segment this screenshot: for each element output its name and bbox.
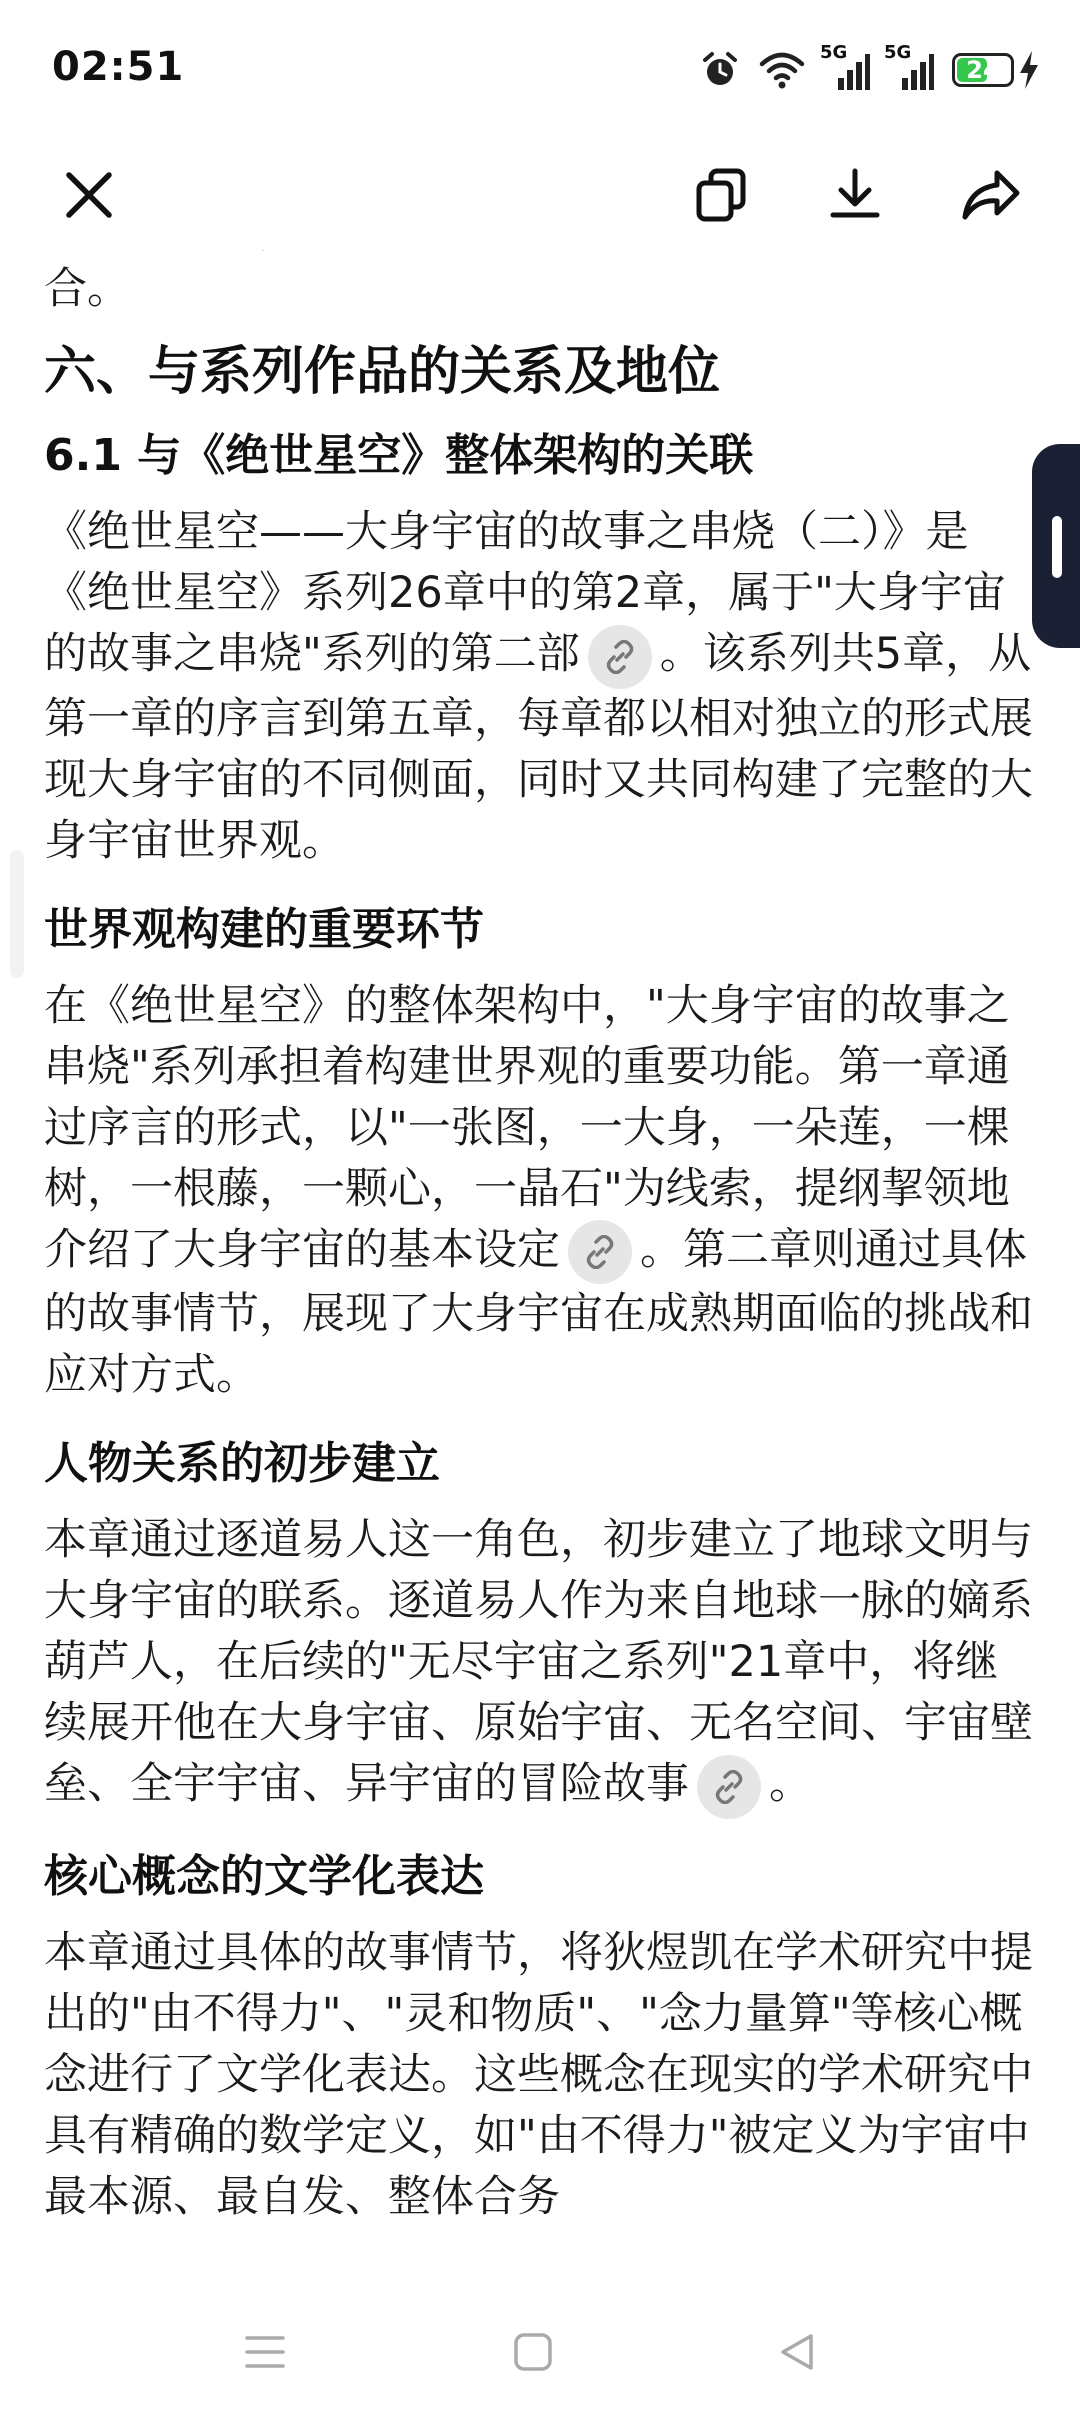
copy-icon: [691, 165, 751, 225]
battery-indicator: [952, 51, 1040, 89]
back-triangle-icon: [775, 2330, 819, 2374]
content-fade: [0, 2230, 1080, 2290]
subheading-concepts: 核心概念的文学化表达: [44, 1850, 484, 1902]
intro-tail: 合。: [44, 264, 130, 314]
citation-link-button[interactable]: [588, 625, 652, 689]
link-icon: [712, 1770, 746, 1804]
cell-signal-icon-1: [820, 42, 870, 92]
alarm-clock-icon: [700, 50, 740, 90]
home-button[interactable]: [488, 2312, 578, 2392]
link-icon: [583, 1235, 617, 1269]
close-icon: [61, 167, 117, 223]
paragraph-worldview-text-a: 在《绝世星空》的整体架构中，"大身宇宙的故事之串烧"系列承担着构建世界观的重要功能。第一章通过序言的形式，以"一张图，一大身，一朵莲，一棵树，一根藤，一颗心，一晶石"为线索，提纲挈领地介绍了大身宇宙的基本设定: [44, 980, 1010, 1275]
cell-signal-icon-2: [884, 42, 934, 92]
top-toolbar: [0, 140, 1080, 250]
subheading-6-1: 6.1 与《绝世星空》整体架构的关联: [44, 430, 754, 481]
paragraph-6-1: [44, 502, 1034, 872]
menu-button[interactable]: [220, 2312, 310, 2392]
section-title: 六、与系列作品的关系及地位: [44, 342, 721, 402]
paragraph-characters-text-b: 。: [769, 1759, 812, 1809]
status-icons: [700, 44, 1040, 96]
citation-link-button[interactable]: [697, 1755, 761, 1819]
signal-1-label: 5G: [820, 42, 848, 63]
paragraph-characters-text-a: 本章通过逐道易人这一角色，初步建立了地球文明与大身宇宙的联系。逐道易人作为来自地球一脉的嫡系葫芦人，在后续的"无尽宇宙之系列"21章中，将继续展开他在大身宇宙、原始宇宙、无名空间、宇宙壁垒、全宇宇宙、异宇宙的冒险故事: [44, 1515, 1033, 1809]
citation-link-button[interactable]: [568, 1220, 632, 1284]
system-nav-bar: [0, 2290, 1080, 2412]
paragraph-6-1-text-a: 《绝世星空——大身宇宙的故事之串烧（二）》是《绝世星空》系列26章中的第2章，属于"大身宇宙的故事之串烧"系列的第二部: [44, 507, 1006, 679]
paragraph-characters: [44, 1510, 1034, 1819]
battery-icon: [952, 53, 1014, 87]
article-content: [44, 218, 1034, 2278]
wifi-icon: [758, 50, 806, 90]
status-bar: [0, 0, 1080, 140]
paragraph-6-1-text-b: 。该系列共5章，从第一章的序言到第五章，每章都以相对独立的形式展现大身宇宙的不同侧面，同时又共同构建了完整的大身宇宙世界观。: [44, 629, 1033, 866]
status-time: 02:51: [52, 44, 185, 90]
share-button[interactable]: [946, 150, 1036, 240]
back-button[interactable]: [752, 2312, 842, 2392]
side-handle-grip: [1052, 516, 1062, 578]
signal-2-label: 5G: [884, 42, 912, 63]
paragraph-worldview: [44, 976, 1034, 1407]
floating-side-handle[interactable]: [1032, 444, 1080, 648]
link-icon: [603, 640, 637, 674]
copy-button[interactable]: [676, 150, 766, 240]
subheading-characters: 人物关系的初步建立: [44, 1438, 440, 1489]
close-button[interactable]: [44, 150, 134, 240]
bolt-icon: [1018, 51, 1040, 89]
home-square-icon: [511, 2330, 555, 2374]
menu-icon: [243, 2332, 287, 2372]
share-icon: [959, 165, 1023, 225]
subheading-worldview: 世界观构建的重要环节: [44, 903, 484, 955]
left-edge-handle[interactable]: [10, 850, 24, 978]
battery-level: 24: [966, 56, 1000, 84]
download-icon: [825, 165, 885, 225]
download-button[interactable]: [810, 150, 900, 240]
paragraph-worldview-text-b: 。第二章则通过具体的故事情节，展现了大身宇宙在成熟期面临的挑战和应对方式。: [44, 1224, 1033, 1400]
paragraph-concepts: 本章通过具体的故事情节，将狄煜凯在学术研究中提出的"由不得力"、"灵和物质"、"念力量算"等核心概念进行了文学化表达。这些概念在现实的学术研究中具有精确的数学定义，如"由不得力"被定义为宇宙中最本源、最自发、整体合务: [44, 1927, 1033, 2222]
